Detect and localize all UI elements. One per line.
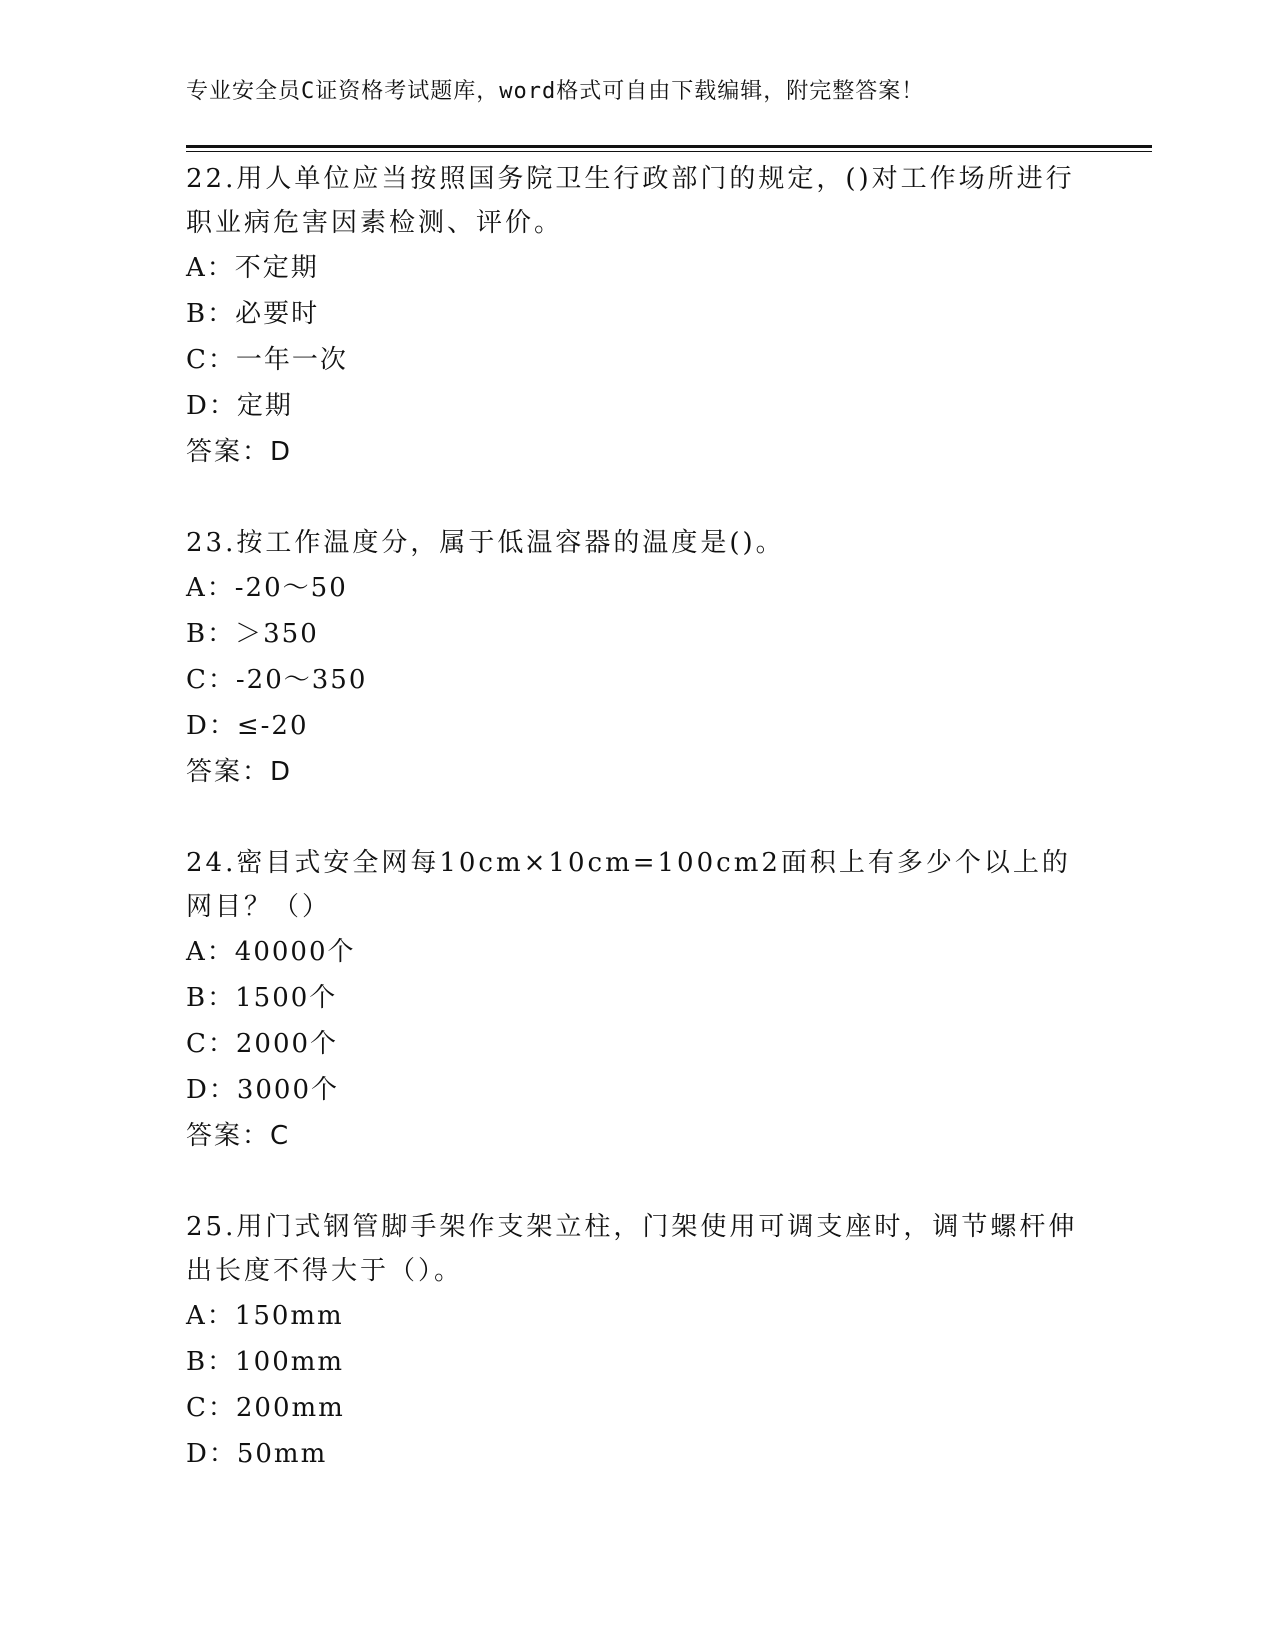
answer-line: 答案：D <box>186 757 293 787</box>
option-b: B：100mm <box>186 1347 345 1377</box>
question-stem: 23.按工作温度分，属于低温容器的温度是()。 <box>186 528 785 558</box>
question-22 <box>186 157 1086 475</box>
option-c: C：200mm <box>186 1393 345 1423</box>
header-rule-thick <box>186 145 1152 148</box>
question-stem: 24.密目式安全网每10cm×10cm=100cm2面积上有多少个以上的网目？（） <box>186 848 1071 922</box>
option-a: A：-20～50 <box>186 573 348 603</box>
option-b: B：＞350 <box>186 619 319 649</box>
question-stem: 22.用人单位应当按照国务院卫生行政部门的规定，()对工作场所进行职业病危害因素检测、评价。 <box>186 164 1075 238</box>
option-a: A：40000个 <box>186 937 356 967</box>
header-rule-thin <box>186 151 1152 152</box>
option-a: A：不定期 <box>186 253 319 283</box>
question-stem: 25.用门式钢管脚手架作支架立柱，门架使用可调支座时，调节螺杆伸出长度不得大于（）。 <box>186 1212 1078 1286</box>
option-c: C：2000个 <box>186 1029 339 1059</box>
option-d: D：3000个 <box>186 1075 340 1105</box>
question-list <box>186 157 1086 1477</box>
question-25 <box>186 1205 1086 1477</box>
answer-line: 答案：C <box>186 1121 291 1151</box>
option-c: C：一年一次 <box>186 345 348 375</box>
option-d: D：定期 <box>186 391 293 421</box>
question-23 <box>186 521 1086 795</box>
document-header: 专业安全员C证资格考试题库，word格式可自由下载编辑，附完整答案！ <box>186 79 925 104</box>
option-d: D：≤-20 <box>186 711 309 741</box>
option-d: D：50mm <box>186 1439 328 1469</box>
option-b: B：必要时 <box>186 299 320 329</box>
option-c: C：-20～350 <box>186 665 368 695</box>
answer-line: 答案：D <box>186 437 293 467</box>
option-a: A：150mm <box>186 1301 344 1331</box>
question-24 <box>186 841 1086 1159</box>
option-b: B：1500个 <box>186 983 338 1013</box>
